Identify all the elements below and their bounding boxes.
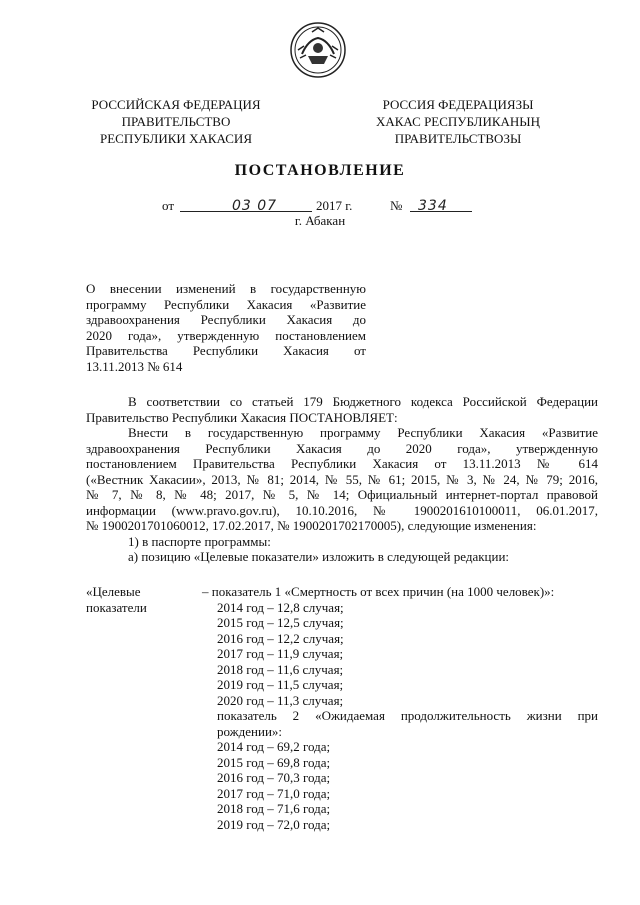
document-title: ПОСТАНОВЛЕНИЕ bbox=[234, 162, 406, 179]
header-left-line: ПРАВИТЕЛЬСТВО bbox=[121, 114, 231, 129]
preamble-line: В соответствии со статьей 179 Бюджетного кодекса Российской Федерации bbox=[128, 394, 598, 409]
header-right bbox=[360, 96, 556, 147]
decree-line: № 7, № 8, № 48; 2017, № 5, № 14; Официальный интернет-портал правовой bbox=[86, 487, 598, 502]
indicator-2-value: 2018 год – 71,6 года; bbox=[217, 801, 331, 816]
decree-line: постановлением Правительства Республики Хакасия от 13.11.2013 № 614 bbox=[86, 456, 598, 471]
decree-line: («Вестник Хакасии», 2013, № 81; 2014, № 55, № 61; 2015, № 3, № 24, № 79; 2016, bbox=[86, 471, 598, 487]
indicator-2-value: 2016 год – 70,3 года; bbox=[217, 770, 331, 785]
subject-line: О внесении изменений в государственную bbox=[86, 281, 366, 296]
header-right-line: РОССИЯ ФЕДЕРАЦИЯЗЫ bbox=[382, 97, 534, 112]
subject-line: здравоохранения Республики Хакасия до bbox=[86, 312, 366, 327]
indicator-2-value: 2017 год – 71,0 года; bbox=[217, 785, 331, 801]
indicator-1-value: 2018 год – 11,6 случая; bbox=[217, 661, 344, 677]
indicator-2-value: 2015 год – 69,8 года; bbox=[217, 754, 331, 770]
coat-of-arms-emblem bbox=[288, 20, 348, 80]
left-label-line: показатели bbox=[86, 599, 147, 615]
item-a: а) позицию «Целевые показатели» изложить в следующей редакции: bbox=[128, 549, 510, 564]
decree-line: № 1900201701060012, 17.02.2017, № 1900201702170005), следующие изменения: bbox=[86, 518, 537, 533]
table-right-content bbox=[202, 584, 598, 832]
indicator-2-heading: показатель 2 «Ожидаемая продолжительность жизни при bbox=[217, 708, 598, 723]
indicator-1-value: 2020 год – 11,3 случая; bbox=[217, 692, 344, 708]
header-left bbox=[78, 96, 274, 147]
handwritten-date: 03 07 bbox=[232, 198, 278, 214]
header-right-line: ПРАВИТЕЛЬСТВОЗЫ bbox=[394, 131, 522, 146]
subject-line: 2020 года», утвержденную постановлением bbox=[86, 327, 366, 343]
decree-paragraph bbox=[86, 425, 598, 565]
indicator-1-value: 2015 год – 12,5 случая; bbox=[217, 615, 344, 630]
indicator-2-value: 2014 год – 69,2 года; bbox=[217, 739, 331, 754]
left-label-line: «Целевые bbox=[86, 584, 141, 599]
number-label: № bbox=[390, 198, 403, 213]
header-left-line: РОССИЙСКАЯ ФЕДЕРАЦИЯ bbox=[91, 97, 261, 112]
indicator-1-value: 2014 год – 12,8 случая; bbox=[217, 599, 344, 615]
table-left-label bbox=[86, 584, 176, 615]
preamble-line: Правительство Республики Хакасия ПОСТАНОВЛЯЕТ: bbox=[86, 409, 398, 425]
indicator-2-value: 2019 год – 72,0 года; bbox=[217, 816, 331, 832]
item-1: 1) в паспорте программы: bbox=[128, 533, 271, 549]
indicator-1-value: 2016 год – 12,2 случая; bbox=[217, 630, 344, 646]
decree-line: информации (www.pravo.gov.ru), 10.10.2016, № 1900201610100011, 06.01.2017, bbox=[86, 502, 598, 518]
subject-line: программу Республики Хакасия «Развитие bbox=[86, 296, 366, 312]
decree-line: Внести в государственную программу Республики Хакасия «Развитие bbox=[128, 425, 598, 440]
handwritten-number: 334 bbox=[418, 198, 448, 214]
indicator-1-value: 2019 год – 11,5 случая; bbox=[217, 677, 344, 692]
indicator-2-heading-cont: рождении»: bbox=[217, 723, 283, 739]
header-left-line: РЕСПУБЛИКИ ХАКАСИЯ bbox=[99, 131, 252, 146]
city: г. Абакан bbox=[294, 213, 346, 228]
subject-line: 13.11.2013 № 614 bbox=[86, 358, 183, 374]
year: 2017 г. bbox=[316, 198, 353, 213]
decree-line: здравоохранения Республики Хакасия до 2020 года», утвержденную bbox=[86, 440, 598, 456]
from-label: от bbox=[162, 198, 175, 213]
subject-block bbox=[86, 281, 366, 374]
indicator-1-heading: – показатель 1 «Смертность от всех причин (на 1000 человек)»: bbox=[202, 584, 555, 599]
indicator-1-value: 2017 год – 11,9 случая; bbox=[217, 646, 344, 661]
header-right-line: ХАКАС РЕСПУБЛИКАНЫҢ bbox=[375, 114, 541, 129]
preamble bbox=[86, 394, 598, 425]
subject-line: Правительства Республики Хакасия от bbox=[86, 343, 366, 358]
